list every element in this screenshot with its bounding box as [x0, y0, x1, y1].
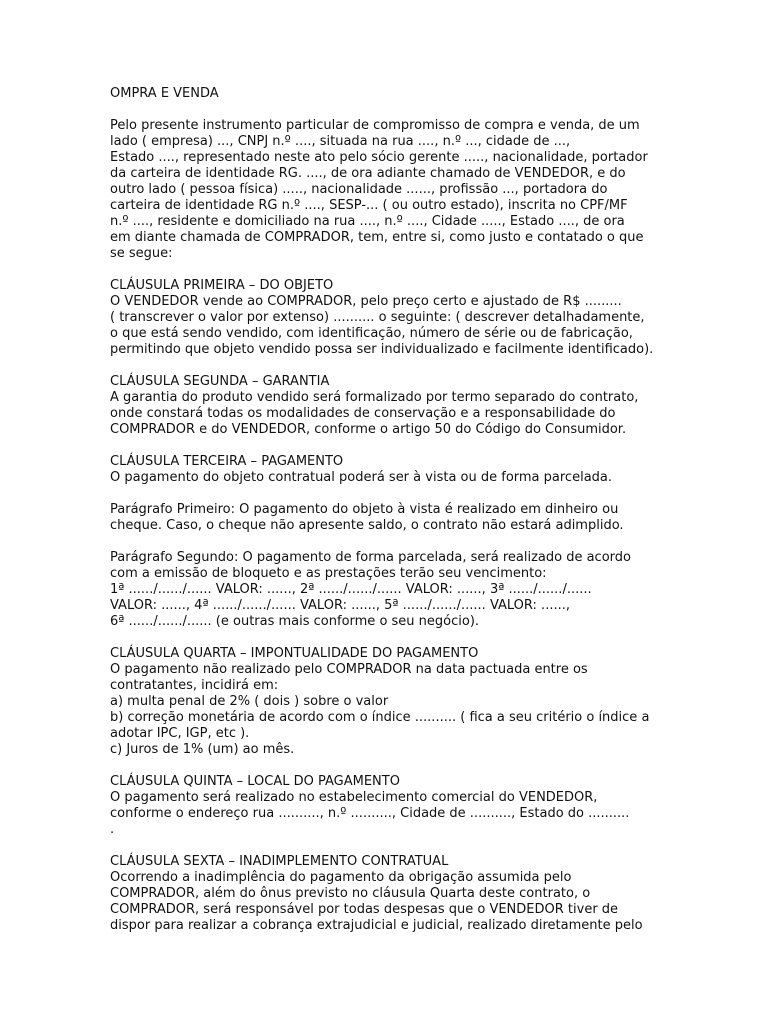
- text-line: Estado ...., representado neste ato pelo sócio gerente ....., nacionalidade, portador: [110, 150, 648, 165]
- text-line: A garantia do produto vendido será formalizado por termo separado do contrato,: [110, 390, 639, 405]
- text-line: lado ( empresa) ..., CNPJ n.º ...., situada na rua ...., n.º ..., cidade de ...,: [110, 134, 571, 149]
- text-line: a) multa penal de 2% ( dois ) sobre o valor: [110, 694, 389, 709]
- document-paragraph: [110, 550, 660, 630]
- text-line: com a emissão de bloqueto e as prestações terão seu vencimento:: [110, 566, 547, 581]
- text-line: outro lado ( pessoa física) ....., nacionalidade ......, profissão ..., portadora do: [110, 182, 608, 197]
- text-line: CLÁUSULA QUINTA – LOCAL DO PAGAMENTO: [110, 774, 400, 789]
- text-line: adotar IPC, IGP, etc ).: [110, 726, 250, 741]
- text-line: onde constará todas os modalidades de conservação e a responsabilidade do: [110, 406, 616, 421]
- document-paragraph: [110, 774, 660, 838]
- text-line: da carteira de identidade RG. ...., de ora adiante chamado de VENDEDOR, e do: [110, 166, 626, 181]
- text-line: CLÁUSULA SEGUNDA – GARANTIA: [110, 374, 330, 389]
- document-paragraph: [110, 118, 660, 262]
- document-page: [110, 86, 660, 950]
- text-line: Ocorrendo a inadimplência do pagamento da obrigação assumida pelo: [110, 870, 572, 885]
- document-paragraph: [110, 646, 660, 758]
- text-line: c) Juros de 1% (um) ao mês.: [110, 742, 295, 757]
- text-line: COMPRADOR, além do ônus previsto no cláusula Quarta deste contrato, o: [110, 886, 591, 901]
- document-body: [110, 118, 660, 934]
- text-line: b) correção monetária de acordo com o índice .......... ( fica a seu critério o índice a: [110, 710, 650, 725]
- text-line: CLÁUSULA SEXTA – INADIMPLEMENTO CONTRATUAL: [110, 854, 449, 869]
- document-title: OMPRA E VENDA: [110, 86, 219, 101]
- text-line: Pelo presente instrumento particular de compromisso de compra e venda, de um: [110, 118, 640, 133]
- text-line: em diante chamada de COMPRADOR, tem, entre si, como justo e contatado o que: [110, 230, 644, 245]
- text-line: O pagamento do objeto contratual poderá ser à vista ou de forma parcelada.: [110, 470, 613, 485]
- text-line: O VENDEDOR vende ao COMPRADOR, pelo preço certo e ajustado de R$ .........: [110, 294, 622, 309]
- text-line: cheque. Caso, o cheque não apresente saldo, o contrato não estará adimplido.: [110, 518, 624, 533]
- text-line: contratantes, incidirá em:: [110, 678, 279, 693]
- text-line: dispor para realizar a cobrança extrajudicial e judicial, realizado diretamente pelo: [110, 918, 643, 933]
- text-line: .: [110, 822, 115, 837]
- text-line: 1ª ....../....../...... VALOR: ......, 2ª ....../....../...... VALOR: ......, 3ª ....../....../......: [110, 582, 592, 597]
- text-line: n.º ...., residente e domiciliado na rua ...., n.º ...., Cidade ....., Estado ...., de ora: [110, 214, 625, 229]
- document-paragraph: [110, 502, 660, 534]
- document-paragraph: [110, 854, 660, 934]
- text-line: CLÁUSULA TERCEIRA – PAGAMENTO: [110, 454, 344, 469]
- document-paragraph: [110, 374, 660, 438]
- text-line: VALOR: ......, 4ª ....../....../...... VALOR: ......, 5ª ....../....../...... VALOR: ......,: [110, 598, 570, 613]
- text-line: permitindo que objeto vendido possa ser individualizado e facilmente identificado).: [110, 342, 654, 357]
- text-line: CLÁUSULA PRIMEIRA – DO OBJETO: [110, 278, 334, 293]
- text-line: O pagamento será realizado no estabelecimento comercial do VENDEDOR,: [110, 790, 598, 805]
- text-line: COMPRADOR, será responsável por todas despesas que o VENDEDOR tiver de: [110, 902, 619, 917]
- text-line: ( transcrever o valor por extenso) .......... o seguinte: ( descrever detalhadamente,: [110, 310, 645, 325]
- text-line: CLÁUSULA QUARTA – IMPONTUALIDADE DO PAGAMENTO: [110, 646, 479, 661]
- text-line: se segue:: [110, 246, 173, 261]
- text-line: COMPRADOR e do VENDEDOR, conforme o artigo 50 do Código do Consumidor.: [110, 422, 627, 437]
- document-paragraph: [110, 454, 660, 486]
- text-line: Parágrafo Primeiro: O pagamento do objeto à vista é realizado em dinheiro ou: [110, 502, 619, 517]
- text-line: carteira de identidade RG n.º ...., SESP-... ( ou outro estado), inscrita no CPF/MF: [110, 198, 628, 213]
- text-line: o que está sendo vendido, com identificação, número de série ou de fabricação,: [110, 326, 633, 341]
- document-paragraph: [110, 278, 660, 358]
- text-line: O pagamento não realizado pelo COMPRADOR na data pactuada entre os: [110, 662, 588, 677]
- text-line: 6ª ....../....../...... (e outras mais conforme o seu negócio).: [110, 614, 480, 629]
- text-line: Parágrafo Segundo: O pagamento de forma parcelada, será realizado de acordo: [110, 550, 631, 565]
- text-line: conforme o endereço rua .........., n.º .........., Cidade de .........., Estado do ..........: [110, 806, 630, 821]
